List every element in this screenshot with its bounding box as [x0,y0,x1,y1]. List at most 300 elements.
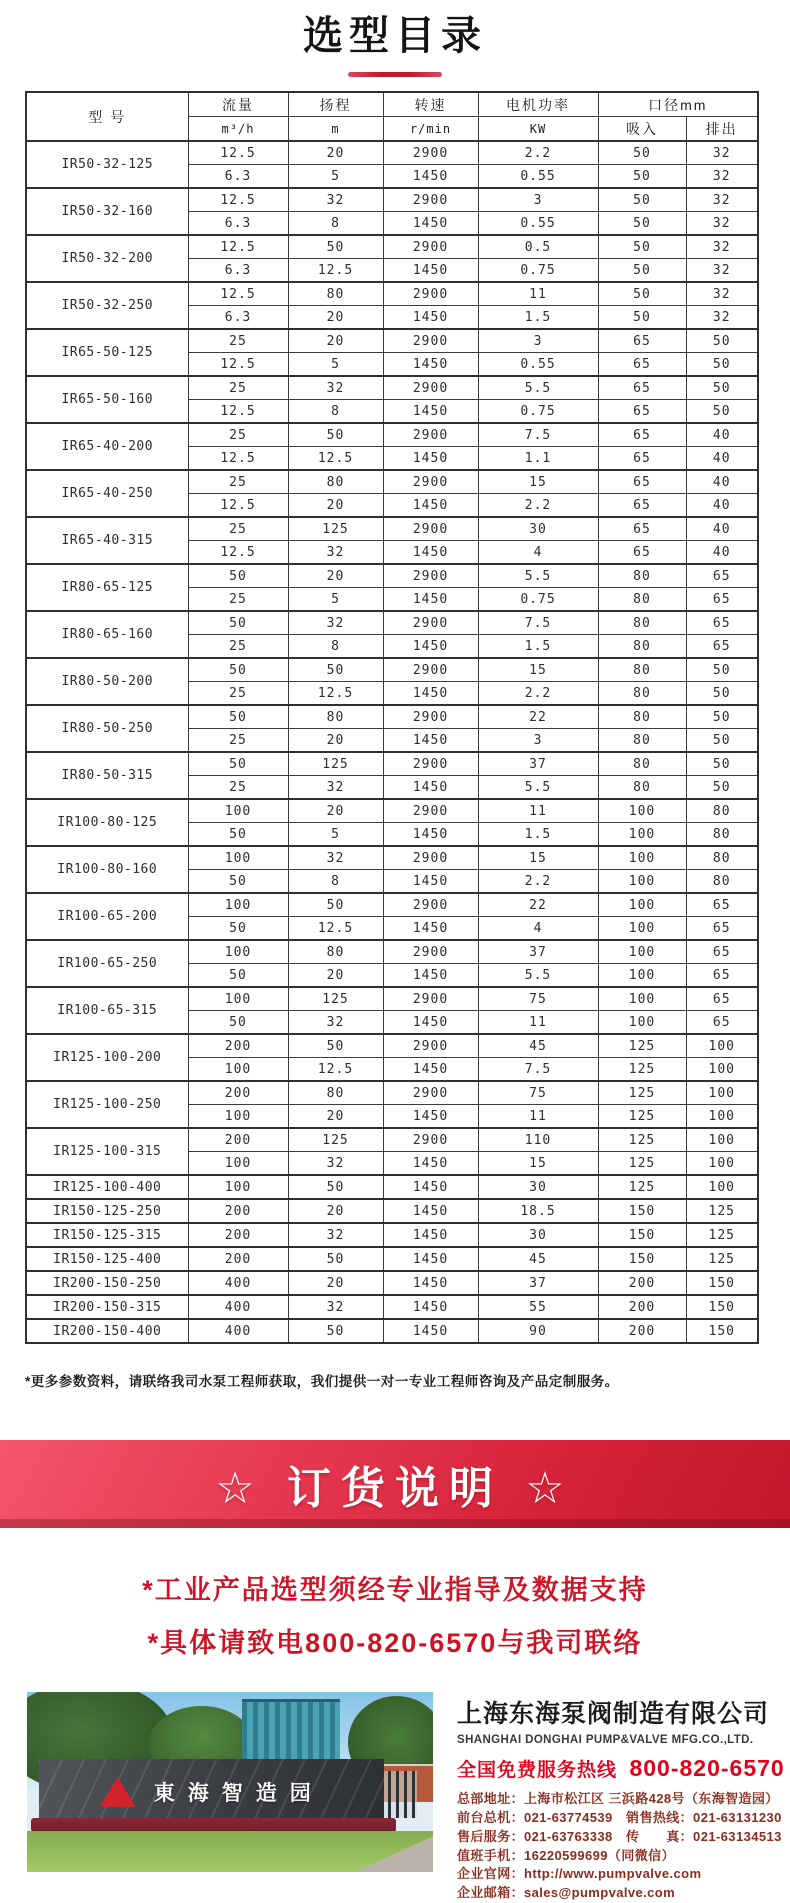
spec-value-cell: 3 [478,329,598,353]
spec-value-cell: 80 [288,282,383,306]
spec-value-cell: 50 [288,235,383,259]
spec-value-cell: 100 [598,917,686,941]
spec-value-cell: 65 [598,376,686,400]
model-cell: IR80-65-160 [26,611,188,658]
spec-value-cell: 5 [288,353,383,377]
unit-flow: m³/h [188,117,288,142]
spec-value-cell: 100 [598,823,686,847]
spec-value-cell: 0.75 [478,259,598,283]
spec-value-cell: 65 [598,541,686,565]
model-cell: IR200-150-250 [26,1271,188,1295]
spec-value-cell: 7.5 [478,1058,598,1082]
spec-value-cell: 50 [188,964,288,988]
spec-value-cell: 50 [288,423,383,447]
spec-value-cell: 0.75 [478,400,598,424]
spec-value-cell: 80 [598,705,686,729]
spec-value-cell: 1450 [383,1223,478,1247]
hotline-number: 800-820-6570 [629,1755,785,1781]
spec-value-cell: 11 [478,1011,598,1035]
spec-value-cell: 15 [478,658,598,682]
spec-value-cell: 2900 [383,188,478,212]
spec-value-cell: 1450 [383,1247,478,1271]
spec-value-cell: 400 [188,1319,288,1343]
contact-line-aftersales-fax: 售后服务：021-63763338 传 真：021-63134513 [457,1828,782,1844]
spec-value-cell: 65 [686,564,758,588]
spec-value-cell: 11 [478,282,598,306]
model-cell: IR100-65-315 [26,987,188,1034]
spec-row [26,141,758,165]
spec-value-cell: 50 [686,353,758,377]
spec-value-cell: 200 [598,1271,686,1295]
spec-value-cell: 11 [478,1105,598,1129]
spec-value-cell: 15 [478,470,598,494]
spec-value-cell: 50 [686,376,758,400]
spec-value-cell: 2900 [383,940,478,964]
spec-value-cell: 20 [288,1105,383,1129]
hotline-label: 全国免费服务热线 [457,1760,618,1781]
spec-value-cell: 50 [686,776,758,800]
spec-value-cell: 100 [686,1058,758,1082]
model-cell: IR80-50-200 [26,658,188,705]
spec-row [26,799,758,823]
spec-value-cell: 80 [598,729,686,753]
spec-value-cell: 32 [288,1223,383,1247]
spec-value-cell: 50 [598,282,686,306]
spec-value-cell: 8 [288,212,383,236]
spec-value-cell: 50 [598,188,686,212]
spec-value-cell: 12.5 [188,494,288,518]
spec-value-cell: 1450 [383,541,478,565]
spec-value-cell: 100 [686,1175,758,1199]
spec-value-cell: 1450 [383,447,478,471]
spec-row [26,611,758,635]
col-header-speed: 转速 [383,92,478,117]
spec-value-cell: 200 [188,1034,288,1058]
table-footnote: *更多参数资料，请联络我司水泵工程师获取，我们提供一对一专业工程师咨询及产品定制服务。 [25,1374,619,1389]
contact-line-website: 企业官网：http://www.pumpvalve.com [457,1866,702,1882]
spec-value-cell: 1450 [383,1011,478,1035]
spec-value-cell: 50 [188,1011,288,1035]
spec-value-cell: 50 [598,141,686,165]
spec-value-cell: 80 [686,799,758,823]
spec-value-cell: 125 [598,1058,686,1082]
model-cell: IR65-40-315 [26,517,188,564]
spec-value-cell: 100 [686,1152,758,1176]
spec-value-cell: 6.3 [188,306,288,330]
spec-value-cell: 40 [686,494,758,518]
spec-value-cell: 1.5 [478,306,598,330]
spec-value-cell: 100 [188,1105,288,1129]
spec-value-cell: 2900 [383,752,478,776]
spec-value-cell: 125 [686,1247,758,1271]
spec-value-cell: 0.55 [478,165,598,189]
spec-value-cell: 100 [598,1011,686,1035]
spec-value-cell: 40 [686,541,758,565]
spec-value-cell: 50 [686,752,758,776]
col-header-flow: 流量 [188,92,288,117]
spec-row [26,564,758,588]
spec-value-cell: 200 [188,1081,288,1105]
spec-value-cell: 1450 [383,1175,478,1199]
spec-value-cell: 5 [288,823,383,847]
spec-value-cell: 80 [598,752,686,776]
model-cell: IR100-80-160 [26,846,188,893]
spec-row [26,752,758,776]
spec-value-cell: 25 [188,470,288,494]
spec-value-cell: 100 [188,940,288,964]
spec-value-cell: 2900 [383,517,478,541]
model-cell: IR100-65-250 [26,940,188,987]
spec-row [26,423,758,447]
spec-value-cell: 100 [686,1034,758,1058]
spec-value-cell: 50 [598,259,686,283]
model-cell: IR65-40-250 [26,470,188,517]
spec-value-cell: 1450 [383,776,478,800]
spec-value-cell: 50 [188,705,288,729]
model-cell: IR125-100-200 [26,1034,188,1081]
spec-value-cell: 7.5 [478,423,598,447]
spec-value-cell: 50 [188,823,288,847]
spec-value-cell: 12.5 [288,682,383,706]
spec-value-cell: 12.5 [288,259,383,283]
service-hotline [457,1755,785,1782]
spec-value-cell: 80 [288,1081,383,1105]
spec-value-cell: 100 [598,870,686,894]
spec-value-cell: 1450 [383,306,478,330]
spec-value-cell: 200 [188,1199,288,1223]
spec-value-cell: 25 [188,635,288,659]
spec-value-cell: 100 [188,846,288,870]
spec-row [26,1271,758,1295]
spec-value-cell: 50 [598,212,686,236]
spec-row [26,1247,758,1271]
model-cell: IR80-65-125 [26,564,188,611]
spec-value-cell: 20 [288,1271,383,1295]
spec-value-cell: 125 [598,1034,686,1058]
spec-value-cell: 80 [598,611,686,635]
spec-row [26,940,758,964]
spec-value-cell: 125 [598,1081,686,1105]
model-cell: IR150-125-400 [26,1247,188,1271]
spec-value-cell: 2900 [383,987,478,1011]
spec-value-cell: 50 [686,705,758,729]
spec-value-cell: 32 [288,188,383,212]
spec-value-cell: 32 [686,306,758,330]
model-cell: IR200-150-400 [26,1319,188,1343]
spec-value-cell: 40 [686,447,758,471]
model-cell: IR80-50-250 [26,705,188,752]
spec-value-cell: 2900 [383,799,478,823]
spec-value-cell: 18.5 [478,1199,598,1223]
spec-value-cell: 40 [686,470,758,494]
spec-value-cell: 80 [288,705,383,729]
spec-value-cell: 32 [686,188,758,212]
spec-value-cell: 1450 [383,588,478,612]
spec-value-cell: 400 [188,1295,288,1319]
spec-value-cell: 50 [188,564,288,588]
spec-value-cell: 2900 [383,376,478,400]
spec-value-cell: 5.5 [478,376,598,400]
model-cell: IR80-50-315 [26,752,188,799]
spec-value-cell: 1450 [383,870,478,894]
spec-value-cell: 15 [478,846,598,870]
spec-value-cell: 2.2 [478,141,598,165]
pump-spec-table [25,91,759,1344]
spec-value-cell: 50 [598,235,686,259]
spec-value-cell: 5.5 [478,964,598,988]
spec-row [26,1319,758,1343]
spec-row [26,1128,758,1152]
spec-value-cell: 30 [478,1175,598,1199]
spec-value-cell: 2900 [383,893,478,917]
spec-value-cell: 75 [478,1081,598,1105]
spec-value-cell: 6.3 [188,259,288,283]
spec-value-cell: 20 [288,729,383,753]
spec-row [26,1034,758,1058]
unit-speed: r/min [383,117,478,142]
spec-value-cell: 50 [188,658,288,682]
spec-value-cell: 22 [478,893,598,917]
promo-note-2: *具体请致电800-820-6570与我司联络 [147,1628,643,1658]
spec-value-cell: 0.55 [478,353,598,377]
spec-value-cell: 50 [288,1034,383,1058]
spec-value-cell: 2.2 [478,870,598,894]
model-cell: IR150-125-250 [26,1199,188,1223]
spec-value-cell: 100 [598,987,686,1011]
spec-value-cell: 50 [686,682,758,706]
spec-value-cell: 65 [598,400,686,424]
spec-value-cell: 65 [598,447,686,471]
spec-value-cell: 80 [686,823,758,847]
spec-value-cell: 25 [188,517,288,541]
spec-row [26,987,758,1011]
spec-value-cell: 1450 [383,1105,478,1129]
spec-row [26,376,758,400]
spec-value-cell: 110 [478,1128,598,1152]
spec-value-cell: 4 [478,541,598,565]
spec-value-cell: 20 [288,1199,383,1223]
factory-photo [27,1692,433,1872]
spec-value-cell: 1450 [383,682,478,706]
title-underline-divider [348,72,442,77]
spec-value-cell: 40 [686,423,758,447]
spec-value-cell: 2900 [383,329,478,353]
col-header-model: 型 号 [26,92,188,141]
spec-value-cell: 125 [686,1199,758,1223]
page-title: 选型目录 [303,14,487,58]
spec-row [26,329,758,353]
unit-power: KW [478,117,598,142]
spec-value-cell: 50 [686,729,758,753]
spec-value-cell: 150 [686,1295,758,1319]
spec-value-cell: 1450 [383,400,478,424]
spec-value-cell: 1450 [383,259,478,283]
spec-value-cell: 32 [288,376,383,400]
spec-value-cell: 6.3 [188,212,288,236]
spec-value-cell: 100 [598,893,686,917]
spec-value-cell: 90 [478,1319,598,1343]
col-header-suction: 吸入 [598,117,686,142]
spec-value-cell: 32 [686,212,758,236]
spec-value-cell: 150 [598,1199,686,1223]
spec-value-cell: 100 [686,1081,758,1105]
spec-value-cell: 12.5 [188,353,288,377]
spec-value-cell: 65 [598,494,686,518]
spec-row [26,1295,758,1319]
order-instructions-banner [0,1440,790,1528]
spec-value-cell: 65 [598,517,686,541]
spec-value-cell: 2900 [383,846,478,870]
spec-value-cell: 400 [188,1271,288,1295]
spec-value-cell: 125 [288,987,383,1011]
spec-value-cell: 37 [478,940,598,964]
spec-row [26,1223,758,1247]
spec-value-cell: 50 [288,1175,383,1199]
spec-value-cell: 200 [188,1128,288,1152]
spec-value-cell: 65 [686,964,758,988]
spec-value-cell: 150 [598,1247,686,1271]
spec-value-cell: 80 [686,870,758,894]
spec-value-cell: 100 [188,1058,288,1082]
contact-line-mobile: 值班手机：16220599699（同微信） [457,1847,675,1863]
model-cell: IR50-32-160 [26,188,188,235]
spec-value-cell: 32 [686,282,758,306]
spec-value-cell: 65 [686,1011,758,1035]
spec-value-cell: 25 [188,423,288,447]
spec-value-cell: 1450 [383,1058,478,1082]
spec-value-cell: 32 [686,259,758,283]
spec-value-cell: 150 [686,1319,758,1343]
spec-value-cell: 0.5 [478,235,598,259]
spec-value-cell: 2900 [383,658,478,682]
spec-value-cell: 100 [598,940,686,964]
spec-value-cell: 80 [288,470,383,494]
spec-value-cell: 2900 [383,282,478,306]
spec-value-cell: 150 [598,1223,686,1247]
spec-value-cell: 1450 [383,823,478,847]
spec-value-cell: 32 [686,235,758,259]
spec-row [26,282,758,306]
spec-value-cell: 65 [686,917,758,941]
spec-value-cell: 11 [478,799,598,823]
spec-value-cell: 2900 [383,470,478,494]
spec-value-cell: 32 [288,541,383,565]
spec-value-cell: 20 [288,494,383,518]
model-cell: IR50-32-125 [26,141,188,188]
spec-value-cell: 80 [686,846,758,870]
spec-value-cell: 50 [686,329,758,353]
spec-value-cell: 50 [188,611,288,635]
spec-value-cell: 12.5 [188,141,288,165]
spec-value-cell: 100 [598,964,686,988]
spec-value-cell: 32 [686,165,758,189]
company-name-en: SHANGHAI DONGHAI PUMP&VALVE MFG.CO.,LTD. [457,1734,754,1746]
spec-value-cell: 32 [288,611,383,635]
pump-table-body [26,141,758,1343]
spec-value-cell: 3 [478,729,598,753]
col-header-head: 扬程 [288,92,383,117]
spec-value-cell: 15 [478,1152,598,1176]
spec-value-cell: 2900 [383,141,478,165]
spec-value-cell: 25 [188,329,288,353]
model-cell: IR50-32-250 [26,282,188,329]
spec-value-cell: 12.5 [188,235,288,259]
spec-value-cell: 50 [288,893,383,917]
spec-value-cell: 80 [598,564,686,588]
spec-value-cell: 2900 [383,1128,478,1152]
spec-value-cell: 50 [288,1319,383,1343]
spec-value-cell: 1450 [383,494,478,518]
spec-value-cell: 30 [478,517,598,541]
spec-value-cell: 32 [288,1295,383,1319]
spec-value-cell: 20 [288,306,383,330]
spec-row [26,1175,758,1199]
spec-value-cell: 65 [686,893,758,917]
spec-value-cell: 50 [288,658,383,682]
model-cell: IR65-40-200 [26,423,188,470]
spec-value-cell: 65 [686,611,758,635]
spec-value-cell: 125 [598,1105,686,1129]
spec-row [26,846,758,870]
spec-value-cell: 5 [288,588,383,612]
spec-value-cell: 1450 [383,917,478,941]
spec-value-cell: 20 [288,329,383,353]
spec-value-cell: 125 [288,1128,383,1152]
spec-value-cell: 55 [478,1295,598,1319]
spec-value-cell: 32 [288,776,383,800]
spec-value-cell: 125 [288,517,383,541]
spec-row [26,1081,758,1105]
spec-value-cell: 50 [686,658,758,682]
contact-line-email: 企业邮箱：sales@pumpvalve.com [457,1885,676,1901]
spec-value-cell: 1.5 [478,635,598,659]
spec-value-cell: 1450 [383,1199,478,1223]
spec-value-cell: 25 [188,776,288,800]
spec-value-cell: 80 [288,940,383,964]
col-header-power: 电机功率 [478,92,598,117]
spec-value-cell: 2900 [383,1034,478,1058]
spec-value-cell: 22 [478,705,598,729]
spec-value-cell: 200 [598,1319,686,1343]
spec-value-cell: 1450 [383,964,478,988]
spec-value-cell: 50 [188,752,288,776]
wall-sign-text: 東海智造园 [153,1781,324,1805]
spec-value-cell: 5.5 [478,776,598,800]
contact-line-address: 总部地址：上海市松江区 三浜路428号（东海智造园） [457,1791,779,1806]
spec-value-cell: 12.5 [288,1058,383,1082]
spec-value-cell: 100 [598,846,686,870]
spec-value-cell: 100 [686,1105,758,1129]
spec-value-cell: 65 [686,940,758,964]
spec-value-cell: 2900 [383,705,478,729]
spec-value-cell: 20 [288,141,383,165]
model-cell: IR150-125-315 [26,1223,188,1247]
spec-value-cell: 65 [686,635,758,659]
model-cell: IR50-32-200 [26,235,188,282]
spec-value-cell: 100 [188,799,288,823]
spec-value-cell: 1450 [383,353,478,377]
spec-value-cell: 50 [288,1247,383,1271]
spec-value-cell: 0.75 [478,588,598,612]
spec-value-cell: 3 [478,188,598,212]
spec-value-cell: 100 [188,987,288,1011]
spec-value-cell: 1.1 [478,447,598,471]
spec-row [26,235,758,259]
spec-value-cell: 50 [188,917,288,941]
spec-value-cell: 20 [288,564,383,588]
model-cell: IR100-65-200 [26,893,188,940]
spec-value-cell: 80 [598,682,686,706]
